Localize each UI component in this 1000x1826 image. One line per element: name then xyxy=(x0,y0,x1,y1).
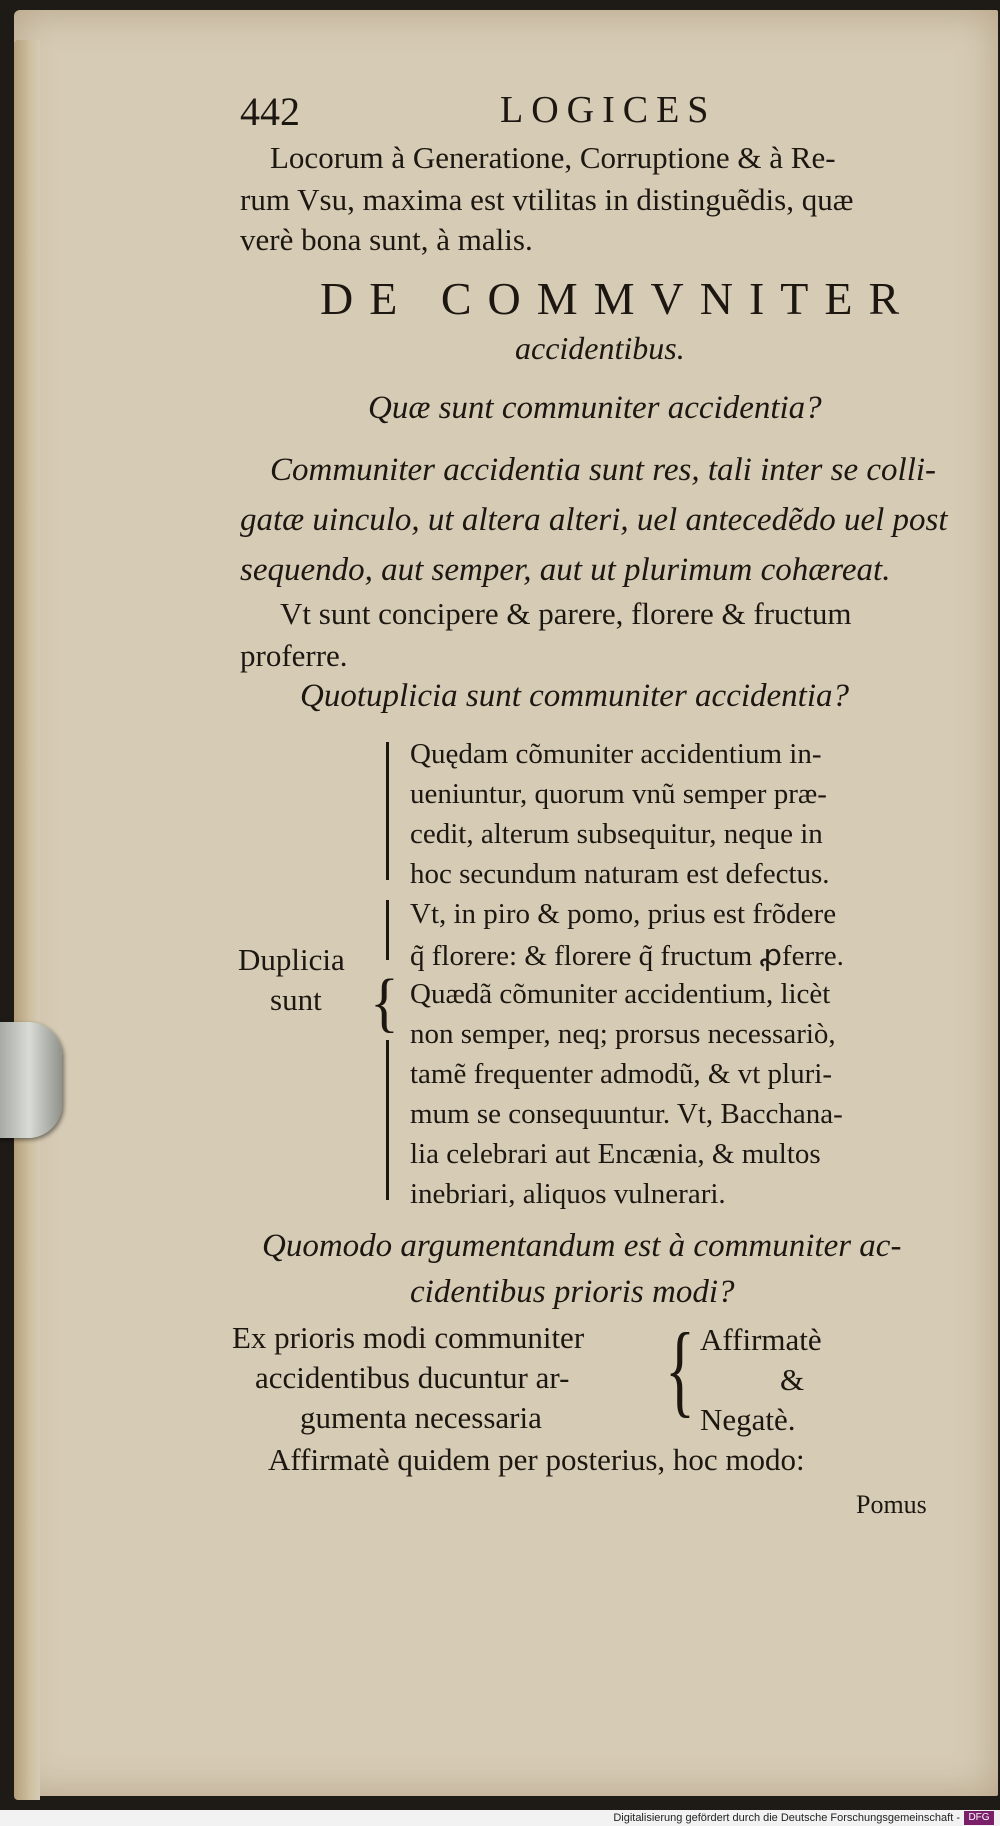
body-line: Affirmatè quidem per posterius, hoc modo: xyxy=(268,1442,805,1477)
division-line: Vt, in piro & pomo, prius est frõdere xyxy=(410,898,837,930)
argument-line: gumenta necessaria xyxy=(300,1400,542,1435)
division-line: lia celebrari aut Encænia, & multos xyxy=(410,1138,821,1170)
argument-option: Affirmatè xyxy=(700,1322,822,1357)
section-heading: DE COMMVNITER xyxy=(320,273,916,324)
question: cidentibus prioris modi? xyxy=(410,1274,735,1310)
question: Quæ sunt communiter accidentia? xyxy=(368,390,822,426)
running-head: LOGICES xyxy=(500,89,717,131)
footer-credit: Digitalisierung gefördert durch die Deutsche Forschungsgemeinschaft - xyxy=(613,1812,960,1824)
bracket-upper xyxy=(386,742,389,880)
intro-line: rum Vsu, maxima est vtilitas in distinguẽdis, quæ xyxy=(240,182,854,217)
bracket-middle xyxy=(386,900,389,960)
division-line: cedit, alterum subsequitur, neque in xyxy=(410,818,823,850)
division-line: ueniuntur, quorum vnũ semper præ- xyxy=(410,778,827,810)
division-label: Duplicia xyxy=(238,942,345,977)
section-subheading: accidentibus. xyxy=(515,330,685,366)
division-line: inebriari, aliquos vulnerari. xyxy=(410,1178,726,1210)
book-clasp xyxy=(0,1022,62,1138)
page-number: 442 xyxy=(240,89,300,134)
division-line: q̃ florere: & florere q̃ fructum ꝓferre. xyxy=(410,940,844,972)
example-line: proferre. xyxy=(240,638,348,673)
intro-line: verè bona sunt, à malis. xyxy=(240,222,533,257)
division-line: Quędam cõmuniter accidentium in- xyxy=(410,738,822,770)
question: Quomodo argumentandum est à communiter ac- xyxy=(262,1228,902,1264)
bracket-lower xyxy=(386,1040,389,1200)
division-line: Quædã cõmuniter accidentium, licèt xyxy=(410,978,831,1010)
page-edge xyxy=(14,40,40,1800)
dfg-logo: DFG xyxy=(964,1811,994,1825)
answer-line: sequendo, aut semper, aut ut plurimum cohæreat. xyxy=(240,552,891,588)
brace: { xyxy=(370,965,399,1039)
argument-line: accidentibus ducuntur ar- xyxy=(255,1360,570,1395)
division-label: sunt xyxy=(270,982,322,1017)
division-line: tamẽ frequenter admodũ, & vt pluri- xyxy=(410,1058,832,1090)
example-line: Vt sunt concipere & parere, florere & fructum xyxy=(280,596,852,631)
intro-line: Locorum à Generatione, Corruptione & à Re- xyxy=(270,140,836,175)
division-line: non semper, neq; prorsus necessariò, xyxy=(410,1018,836,1050)
catchword: Pomus xyxy=(856,1490,927,1519)
argument-option: Negatè. xyxy=(700,1402,796,1437)
argument-option: & xyxy=(780,1362,805,1397)
division-line: hoc secundum naturam est defectus. xyxy=(410,858,830,890)
division-line: mum se consequuntur. Vt, Bacchana- xyxy=(410,1098,843,1130)
answer-line: gatæ uinculo, ut altera alteri, uel antecedẽdo uel post xyxy=(240,502,948,538)
argument-line: Ex prioris modi communiter xyxy=(232,1320,585,1355)
answer-line: Communiter accidentia sunt res, tali inter se colli- xyxy=(270,452,937,488)
question: Quotuplicia sunt communiter accidentia? xyxy=(300,678,849,714)
argument-brace: { xyxy=(664,1312,695,1427)
